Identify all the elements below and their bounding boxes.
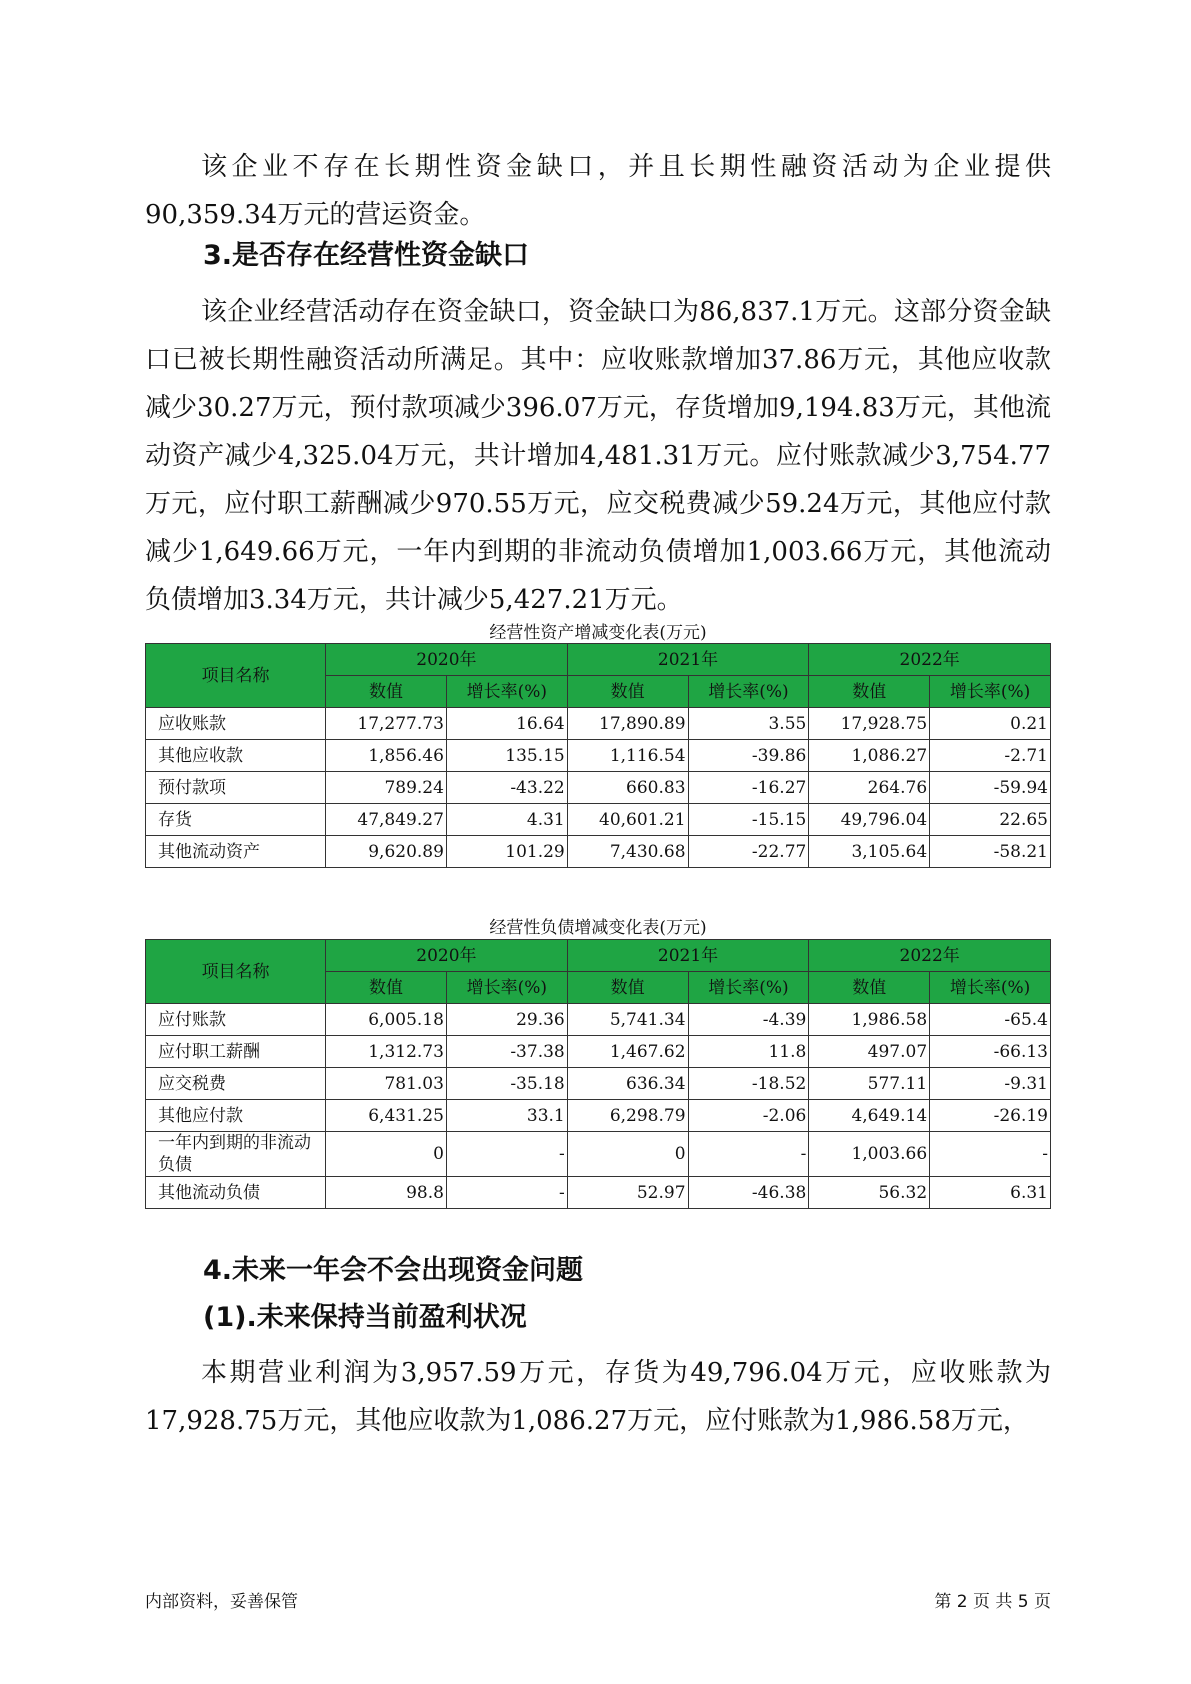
cell-value: 0 xyxy=(567,1132,688,1177)
cell-value: 47,849.27 xyxy=(326,804,447,836)
cell-growth-rate: 33.1 xyxy=(446,1100,567,1132)
row-label: 其他流动资产 xyxy=(146,836,326,868)
paragraph-long-term-gap: 该企业不存在长期性资金缺口，并且长期性融资活动为企业提供90,359.34万元的营运资金。 xyxy=(145,152,1051,230)
cell-growth-rate: - xyxy=(446,1132,567,1177)
cell-value: 9,620.89 xyxy=(326,836,447,868)
row-label: 应交税费 xyxy=(146,1068,326,1100)
cell-value: 6,431.25 xyxy=(326,1100,447,1132)
cell-growth-rate: -35.18 xyxy=(446,1068,567,1100)
cell-growth-rate: -37.38 xyxy=(446,1036,567,1068)
operating-assets-table xyxy=(145,643,1051,868)
cell-growth-rate: - xyxy=(688,1132,809,1177)
row-label: 应付职工薪酬 xyxy=(146,1036,326,1068)
header-value: 数值 xyxy=(567,676,688,708)
header-year: 2020年 xyxy=(326,940,568,972)
cell-value: 497.07 xyxy=(809,1036,930,1068)
cell-growth-rate: - xyxy=(930,1132,1051,1177)
row-label: 预付款项 xyxy=(146,772,326,804)
cell-value: 1,856.46 xyxy=(326,740,447,772)
cell-growth-rate: 3.55 xyxy=(688,708,809,740)
cell-growth-rate: 6.31 xyxy=(930,1177,1051,1209)
header-year: 2020年 xyxy=(326,644,568,676)
cell-growth-rate: -46.38 xyxy=(688,1177,809,1209)
header-growth-rate: 增长率(%) xyxy=(930,972,1051,1004)
header-value: 数值 xyxy=(809,676,930,708)
header-item-name: 项目名称 xyxy=(146,940,326,1004)
cell-value: 6,298.79 xyxy=(567,1100,688,1132)
header-year: 2022年 xyxy=(809,644,1051,676)
cell-value: 40,601.21 xyxy=(567,804,688,836)
cell-growth-rate: -43.22 xyxy=(446,772,567,804)
paragraph-operating-gap: 该企业经营活动存在资金缺口，资金缺口为86,837.1万元。这部分资金缺口已被长期性融资活动所满足。其中：应收账款增加37.86万元，其他应收款减少30.27万元，预付款项减少396.07万元，存货增加9,194.83万元，其他流动资产减少4,325.04万元，共计增加4,481.31万元。应付账款减少3,754.77万元，应付职工薪酬减少970.55万元，应交税费减少59.24万元，其他应付款减少1,649.66万元，一年内到期的非流动负债增加1,003.66万元，其他流动负债增加3.34万元，共计减少5,427.21万元。 xyxy=(145,297,1051,615)
cell-value: 17,890.89 xyxy=(567,708,688,740)
cell-growth-rate: -58.21 xyxy=(930,836,1051,868)
table-caption-liabilities: 经营性负债增减变化表(万元) xyxy=(489,918,707,938)
cell-value: 56.32 xyxy=(809,1177,930,1209)
paragraph-current-profit: 本期营业利润为3,957.59万元，存货为49,796.04万元，应收账款为17,928.75万元，其他应收款为1,086.27万元，应付账款为1,986.58万元， xyxy=(145,1358,1051,1436)
cell-growth-rate: -18.52 xyxy=(688,1068,809,1100)
table-row xyxy=(146,1177,1051,1209)
row-label: 存货 xyxy=(146,804,326,836)
cell-growth-rate: -15.15 xyxy=(688,804,809,836)
table-row xyxy=(146,740,1051,772)
cell-value: 264.76 xyxy=(809,772,930,804)
table-row xyxy=(146,1004,1051,1036)
header-value: 数值 xyxy=(326,676,447,708)
cell-value: 0 xyxy=(326,1132,447,1177)
cell-value: 6,005.18 xyxy=(326,1004,447,1036)
cell-growth-rate: 29.36 xyxy=(446,1004,567,1036)
cell-growth-rate: - xyxy=(446,1177,567,1209)
header-growth-rate: 增长率(%) xyxy=(688,972,809,1004)
header-year: 2021年 xyxy=(567,644,809,676)
cell-growth-rate: -26.19 xyxy=(930,1100,1051,1132)
cell-value: 1,003.66 xyxy=(809,1132,930,1177)
cell-growth-rate: 101.29 xyxy=(446,836,567,868)
cell-value: 98.8 xyxy=(326,1177,447,1209)
cell-growth-rate: -2.71 xyxy=(930,740,1051,772)
cell-value: 1,116.54 xyxy=(567,740,688,772)
operating-liabilities-table xyxy=(145,939,1051,1209)
cell-growth-rate: -16.27 xyxy=(688,772,809,804)
cell-value: 3,105.64 xyxy=(809,836,930,868)
cell-value: 17,928.75 xyxy=(809,708,930,740)
table-row xyxy=(146,1036,1051,1068)
table-row xyxy=(146,1132,1051,1177)
cell-value: 1,086.27 xyxy=(809,740,930,772)
footer-page-number: 第 2 页 共 5 页 xyxy=(934,1592,1051,1612)
cell-growth-rate: -65.4 xyxy=(930,1004,1051,1036)
row-label: 其他应收款 xyxy=(146,740,326,772)
footer-confidential-note: 内部资料，妥善保管 xyxy=(145,1592,298,1612)
cell-growth-rate: 0.21 xyxy=(930,708,1051,740)
header-year: 2021年 xyxy=(567,940,809,972)
cell-growth-rate: -66.13 xyxy=(930,1036,1051,1068)
table-row xyxy=(146,772,1051,804)
cell-value: 17,277.73 xyxy=(326,708,447,740)
cell-value: 4,649.14 xyxy=(809,1100,930,1132)
cell-value: 781.03 xyxy=(326,1068,447,1100)
row-label: 一年内到期的非流动负债 xyxy=(146,1132,326,1177)
cell-growth-rate: -59.94 xyxy=(930,772,1051,804)
cell-growth-rate: 135.15 xyxy=(446,740,567,772)
table-row xyxy=(146,1100,1051,1132)
heading-future-funding: 4.未来一年会不会出现资金问题 xyxy=(203,1255,584,1286)
cell-value: 1,312.73 xyxy=(326,1036,447,1068)
row-label: 其他流动负债 xyxy=(146,1177,326,1209)
cell-growth-rate: 22.65 xyxy=(930,804,1051,836)
header-growth-rate: 增长率(%) xyxy=(446,676,567,708)
header-item-name: 项目名称 xyxy=(146,644,326,708)
cell-growth-rate: 16.64 xyxy=(446,708,567,740)
cell-growth-rate: -39.86 xyxy=(688,740,809,772)
header-growth-rate: 增长率(%) xyxy=(688,676,809,708)
table-row xyxy=(146,836,1051,868)
cell-value: 7,430.68 xyxy=(567,836,688,868)
header-growth-rate: 增长率(%) xyxy=(446,972,567,1004)
cell-value: 1,467.62 xyxy=(567,1036,688,1068)
table-row xyxy=(146,1068,1051,1100)
cell-value: 660.83 xyxy=(567,772,688,804)
subheading-current-profit: (1).未来保持当前盈利状况 xyxy=(203,1302,527,1333)
header-value: 数值 xyxy=(567,972,688,1004)
cell-value: 1,986.58 xyxy=(809,1004,930,1036)
table-caption-assets: 经营性资产增减变化表(万元) xyxy=(489,623,707,643)
row-label: 应收账款 xyxy=(146,708,326,740)
heading-operating-gap: 3.是否存在经营性资金缺口 xyxy=(203,240,530,271)
table-row xyxy=(146,708,1051,740)
row-label: 其他应付款 xyxy=(146,1100,326,1132)
cell-growth-rate: -4.39 xyxy=(688,1004,809,1036)
header-value: 数值 xyxy=(326,972,447,1004)
cell-value: 49,796.04 xyxy=(809,804,930,836)
cell-growth-rate: 11.8 xyxy=(688,1036,809,1068)
cell-value: 636.34 xyxy=(567,1068,688,1100)
header-year: 2022年 xyxy=(809,940,1051,972)
header-value: 数值 xyxy=(809,972,930,1004)
row-label: 应付账款 xyxy=(146,1004,326,1036)
cell-growth-rate: -22.77 xyxy=(688,836,809,868)
cell-value: 577.11 xyxy=(809,1068,930,1100)
cell-value: 789.24 xyxy=(326,772,447,804)
cell-value: 52.97 xyxy=(567,1177,688,1209)
cell-value: 5,741.34 xyxy=(567,1004,688,1036)
header-growth-rate: 增长率(%) xyxy=(930,676,1051,708)
cell-growth-rate: 4.31 xyxy=(446,804,567,836)
cell-growth-rate: -9.31 xyxy=(930,1068,1051,1100)
cell-growth-rate: -2.06 xyxy=(688,1100,809,1132)
table-row xyxy=(146,804,1051,836)
